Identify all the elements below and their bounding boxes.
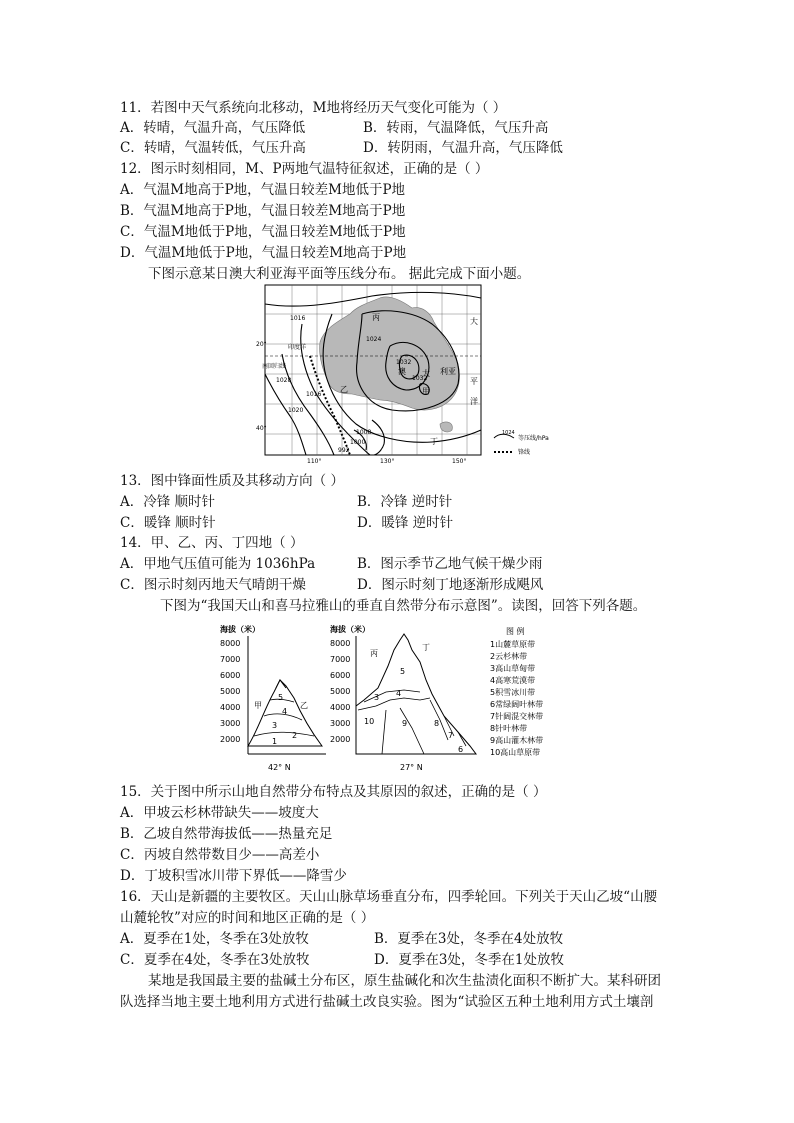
y-tick-7000-l: 7000 xyxy=(220,655,241,664)
left-lat-label: 42° N xyxy=(268,763,291,772)
q16-option-b: B．夏季在3处，冬季在4处放牧 xyxy=(374,931,564,947)
q15-option-a: A．甲坡云杉林带缺失——坡度大 xyxy=(120,805,319,821)
label-ding-slope: 丁 xyxy=(422,643,430,652)
q14-option-a: A．甲地气压值可能为 1036hPa xyxy=(120,556,316,572)
label-da-2: 大 xyxy=(422,369,430,378)
q13-option-a: A．冷锋 顺时针 xyxy=(120,494,216,510)
q15-stem: 15．关于图中所示山地自然带分布特点及其原因的叙述，正确的是（ ） xyxy=(120,784,547,800)
zone-5-left: 5 xyxy=(278,693,284,702)
y-tick-3000-l: 3000 xyxy=(220,719,241,728)
y-tick-7000-r: 7000 xyxy=(330,655,351,664)
y-tick-6000-l: 6000 xyxy=(220,671,241,680)
right-lat-label: 27° N xyxy=(400,763,423,772)
q16-stem-line2: 山麓轮牧”对应的时间和地区正确的是（ ） xyxy=(120,910,375,926)
legend-isobar: 等压线/hPa xyxy=(518,435,549,442)
zone-2-left: 2 xyxy=(292,731,298,740)
isobar-label-1020: 1020 xyxy=(288,407,304,414)
isobar-label-1032-b: 1032 xyxy=(412,375,428,382)
y-tick-8000-r: 8000 xyxy=(330,639,351,648)
q15-option-c: C．丙坡自然带数目少——高差小 xyxy=(120,847,320,863)
label-ding: 丁 xyxy=(430,437,438,446)
isobar-label-992: 992 xyxy=(338,447,350,454)
zone-8-right: 8 xyxy=(434,719,440,728)
q13-option-d: D．暖锋 逆时针 xyxy=(357,515,454,531)
q16-stem-line1: 16．天山是新疆的主要牧区。天山山脉草场垂直分布，四季轮回。下列关于天山乙坡“山腰 xyxy=(120,889,658,905)
label-jia: 甲 xyxy=(422,387,430,396)
legend-item-7: 7针阔混交林带 xyxy=(490,712,544,721)
legend-item-1: 1山麓草原带 xyxy=(490,640,536,649)
q16-option-d: D．夏季在3处，冬季在1处放牧 xyxy=(374,952,565,968)
zone-4-left: 4 xyxy=(282,707,288,716)
map-intro: 下图示意某日澳大利亚海平面等压线分布。 据此完成下面小题。 xyxy=(148,266,531,282)
zones-legend xyxy=(490,626,543,757)
q14-option-d: D．图示时刻丁地逐渐形成飓风 xyxy=(357,577,544,593)
label-bing: 丙 xyxy=(372,313,380,322)
legend-item-6: 6常绿阔叶林带 xyxy=(490,700,544,709)
q13-option-b: B．冷锋 逆时针 xyxy=(357,494,453,510)
mountain-intro: 下图为“我国天山和喜马拉雅山的垂直自然带分布示意图”。读图，回答下列各题。 xyxy=(160,598,647,614)
zone-5-right: 5 xyxy=(400,667,406,676)
isobar-label-1032-a: 1032 xyxy=(396,359,412,366)
q12-stem: 12．图示时刻相同，M、P两地气温特征叙述，正确的是（ ） xyxy=(120,161,489,177)
tropic-label: 南回归线 xyxy=(262,363,287,370)
legend-front: 锋线 xyxy=(518,449,531,456)
q15-option-b: B．乙坡自然带海拔低——热量充足 xyxy=(120,826,333,842)
isobar-label-1016b: 1016 xyxy=(306,391,322,398)
lon-150: 150° xyxy=(452,458,467,465)
label-da-1: 大 xyxy=(470,317,478,326)
q12-option-d: D．气温M地低于P地，气温日较差M地高于P地 xyxy=(120,245,407,261)
legend-isobar-value: 1024 xyxy=(502,430,515,436)
y-tick-2000-r: 2000 xyxy=(330,735,351,744)
zone-3-left: 3 xyxy=(272,721,278,730)
y-tick-5000-l: 5000 xyxy=(220,687,241,696)
lon-130: 130° xyxy=(380,458,395,465)
y-title-left: 海拔（米） xyxy=(220,625,260,634)
q13-option-c: C．暖锋 顺时针 xyxy=(120,515,216,531)
q14-option-c: C．图示时刻丙地天气晴朗干燥 xyxy=(120,577,306,593)
label-yi-slope: 乙 xyxy=(300,701,308,710)
lat-40: 40° xyxy=(256,425,267,432)
q15-option-d: D．丁坡积雪冰川带下界低——降雪少 xyxy=(120,868,347,884)
q14-option-b: B．图示季节乙地气候干燥少雨 xyxy=(357,556,543,572)
label-ao: 澳 xyxy=(398,367,406,376)
y-tick-4000-r: 4000 xyxy=(330,703,351,712)
lat-20: 20° xyxy=(256,341,267,348)
zone-1-left: 1 xyxy=(272,737,278,746)
zone-9-right: 9 xyxy=(402,719,408,728)
final-paragraph-line1: 某地是我国最主要的盐碱土分布区，原生盐碱化和次生盐渍化面积不断扩大。某科研团 xyxy=(148,973,661,989)
q13-stem: 13．图中锋面性质及其移动方向（ ） xyxy=(120,473,344,489)
legend-item-8: 8针叶林带 xyxy=(490,724,528,733)
q16-option-a: A．夏季在1处，冬季在3处放牧 xyxy=(120,931,309,947)
label-yang: 洋 xyxy=(470,397,478,406)
isobar-label-1028: 1028 xyxy=(276,377,292,384)
legend-item-2: 2云杉林带 xyxy=(490,652,528,661)
label-jia-slope: 甲 xyxy=(254,701,262,710)
q16-option-c: C．夏季在4处，冬季在3处放牧 xyxy=(120,952,310,968)
q11-option-c: C．转晴，气温转低，气压升高 xyxy=(120,140,306,156)
y-tick-8000-l: 8000 xyxy=(220,639,241,648)
map-legend xyxy=(494,430,549,456)
isobar-label-1024: 1024 xyxy=(366,336,382,343)
y-tick-2000-l: 2000 xyxy=(220,735,241,744)
legend-item-3: 3高山草甸带 xyxy=(490,664,536,673)
zone-10-right: 10 xyxy=(364,717,375,726)
label-ya: 亚 xyxy=(448,367,456,376)
zone-6-right: 6 xyxy=(458,745,464,754)
y-tick-3000-r: 3000 xyxy=(330,719,351,728)
legend-item-10: 10高山草原带 xyxy=(490,748,541,757)
lon-110: 110° xyxy=(307,458,322,465)
isobar-label-1008: 1008 xyxy=(356,429,372,436)
y-tick-5000-r: 5000 xyxy=(330,687,351,696)
q11-option-d: D．转阴雨，气温升高，气压降低 xyxy=(363,140,563,156)
label-ping: 平 xyxy=(470,377,478,386)
q14-stem: 14．甲、乙、丙、丁四地（ ） xyxy=(120,535,304,551)
isobar-label-1016: 1016 xyxy=(290,315,306,322)
legend-title: 图 例 xyxy=(506,627,525,636)
y-title-right: 海拔（米） xyxy=(330,625,370,634)
mountain-zones-figure xyxy=(214,620,594,780)
q11-option-b: B．转雨，气温降低，气压升高 xyxy=(363,120,549,136)
q11-option-a: A．转晴，气温升高，气压降低 xyxy=(120,120,306,136)
label-li: 利 xyxy=(440,367,448,376)
y-tick-6000-r: 6000 xyxy=(330,671,351,680)
zone-7-right: 7 xyxy=(448,731,454,740)
zone-3-right: 3 xyxy=(374,693,380,702)
zone-4-right: 4 xyxy=(396,689,402,698)
isobar-label-1000: 1000 xyxy=(350,439,366,446)
q12-option-c: C．气温M地低于P地，气温日较差M地低于P地 xyxy=(120,224,406,240)
q11-stem: 11．若图中天气系统向北移动，M地将经历天气变化可能为（ ） xyxy=(120,100,507,116)
isobar-map xyxy=(256,284,572,465)
legend-item-9: 9高山灌木林带 xyxy=(490,736,544,745)
legend-item-5: 5积雪冰川带 xyxy=(490,688,536,697)
legend-item-4: 4高寒荒漠带 xyxy=(490,676,536,685)
label-bing-slope: 丙 xyxy=(370,649,378,658)
q12-option-b: B．气温M地高于P地，气温日较差M地高于P地 xyxy=(120,203,406,219)
label-yi: 乙 xyxy=(340,385,348,394)
y-tick-4000-l: 4000 xyxy=(220,703,241,712)
final-paragraph-line2: 队选择当地主要土地利用方式进行盐碱土改良实验。图为“试验区五种土地利用方式土壤剖 xyxy=(120,994,654,1010)
ocean-label: 印度洋 xyxy=(288,344,307,351)
q12-option-a: A．气温M地高于P地，气温日较差M地低于P地 xyxy=(120,182,406,198)
